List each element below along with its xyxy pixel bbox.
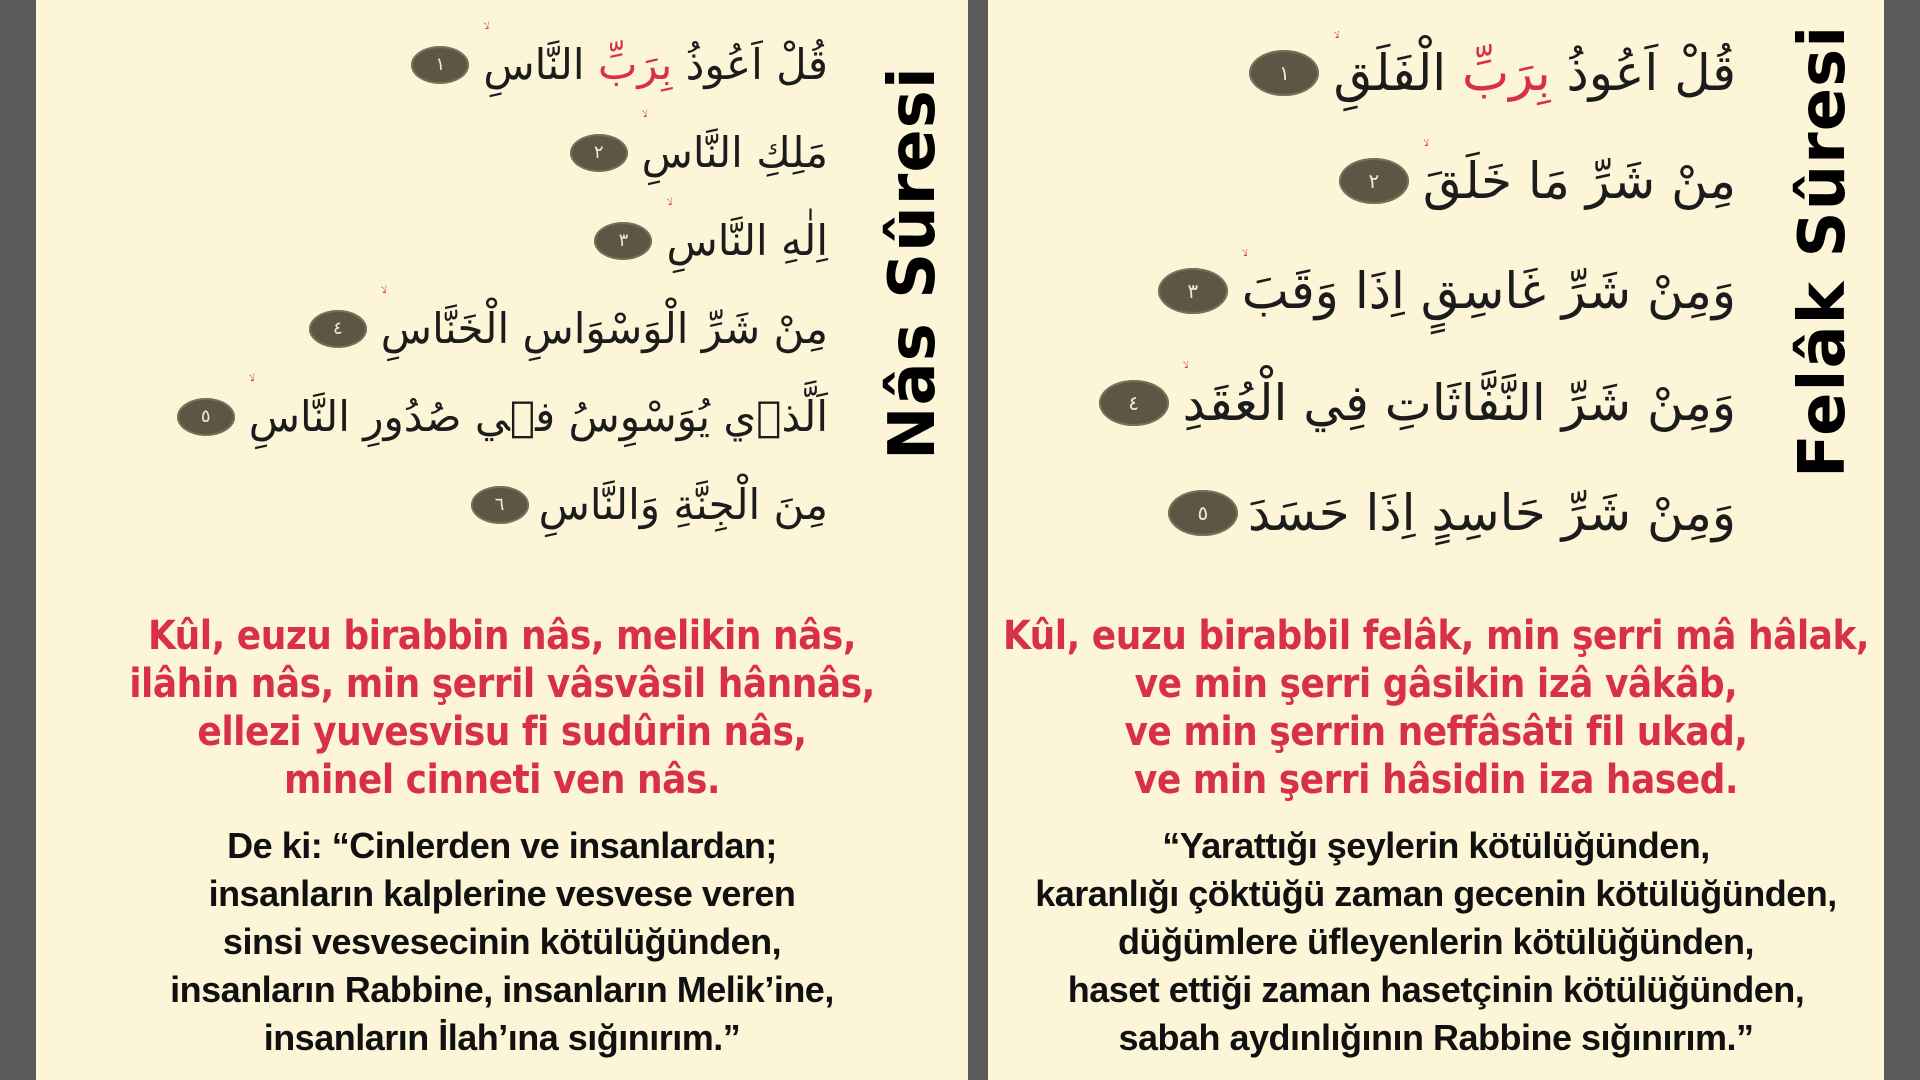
meaning-line: insanların Rabbine, insanların Melik’ine, [170, 969, 834, 1010]
felak-ayah-4 [1099, 374, 1736, 432]
felak-transliteration [988, 612, 1884, 804]
ayah-number-marker: ١ [411, 46, 469, 84]
ayah-text: اَلَّذ۪ي يُوَسْوِسُ ف۪ي صُدُورِ النَّاسِ [248, 392, 828, 441]
translit-line: Kûl, euzu birabbil felâk, min şerri mâ hâlak, [1002, 613, 1870, 659]
nas-transliteration [36, 612, 968, 804]
ayah-text: اِلٰهِ النَّاسِ [666, 216, 828, 265]
felak-ayah-2 [1339, 152, 1736, 210]
felak-ayah-1 [1249, 44, 1736, 102]
ayah-number-marker: ٥ [1168, 490, 1238, 536]
nas-ayah-5 [177, 392, 828, 441]
nas-ayah-3 [594, 216, 828, 265]
nas-meaning [36, 822, 968, 1062]
translit-line: Kûl, euzu birabbin nâs, melikin nâs, [147, 613, 857, 659]
ayah-number-marker: ٦ [471, 486, 529, 524]
translit-line: ve min şerri hâsidin iza hased. [1133, 757, 1739, 803]
felak-title: Felâk Sûresi [1786, 24, 1860, 478]
translit-line: ilâhin nâs, min şerril vâsvâsil hânnâs, [129, 661, 875, 707]
felak-panel [988, 0, 1884, 1080]
ayah-text: وَمِنْ شَرِّ غَاسِقٍ اِذَا وَقَبَ [1241, 262, 1736, 320]
nas-ayah-6 [471, 480, 828, 529]
nas-ayah-1 [411, 40, 828, 89]
ayah-number-marker: ٤ [309, 310, 367, 348]
ayah-text: مِنْ شَرِّ الْوَسْوَاسِ الْخَنَّاسِ [380, 304, 828, 353]
translit-line: ellezi yuvesvisu fi sudûrin nâs, [197, 709, 807, 755]
ayah-number-marker: ٢ [1339, 158, 1409, 204]
ayah-text: وَمِنْ شَرِّ النَّفَّاثَاتِ فِي الْعُقَدِ [1182, 374, 1736, 432]
ayah-number-marker: ٥ [177, 398, 235, 436]
ayah-text: مِنَ الْجِنَّةِ وَالنَّاسِ [538, 480, 828, 529]
nas-panel [36, 0, 968, 1080]
ayah-text: وَمِنْ شَرِّ حَاسِدٍ اِذَا حَسَدَ [1247, 484, 1736, 542]
translit-line: ve min şerri gâsikin izâ vâkâb, [1134, 661, 1738, 707]
ayah-number-marker: ٢ [570, 134, 628, 172]
meaning-line: haset ettiği zaman hasetçinin kötülüğünden, [1067, 969, 1805, 1010]
ayah-text: قُلْ اَعُوذُ بِرَبِّ النَّاسِ [483, 40, 828, 89]
meaning-line: sabah aydınlığının Rabbine sığınırım.” [1118, 1017, 1754, 1058]
meaning-line: insanların İlah’ına sığınırım.” [263, 1017, 741, 1058]
nas-ayah-4 [309, 304, 828, 353]
meaning-line: düğümlere üfleyenlerin kötülüğünden, [1117, 921, 1755, 962]
ayah-text: مِنْ شَرِّ مَا خَلَقَ [1422, 152, 1736, 210]
translit-line: ve min şerrin neffâsâti fil ukad, [1124, 709, 1748, 755]
felak-meaning [988, 822, 1884, 1062]
ayah-text: قُلْ اَعُوذُ بِرَبِّ الْفَلَقِ [1333, 44, 1736, 102]
nas-title: Nâs Sûresi [876, 66, 950, 460]
meaning-line: sinsi vesvesecinin kötülüğünden, [222, 921, 782, 962]
ayah-number-marker: ١ [1249, 50, 1319, 96]
meaning-line: De ki: “Cinlerden ve insanlardan; [227, 825, 777, 866]
nas-ayah-2 [570, 128, 828, 177]
ayah-text: مَلِكِ النَّاسِ [641, 128, 828, 177]
ayah-number-marker: ٣ [594, 222, 652, 260]
meaning-line: insanların kalplerine vesvese veren [208, 873, 796, 914]
ayah-number-marker: ٣ [1158, 268, 1228, 314]
translit-line: minel cinneti ven nâs. [283, 757, 721, 803]
meaning-line: “Yarattığı şeylerin kötülüğünden, [1162, 825, 1710, 866]
felak-ayah-5 [1168, 484, 1736, 542]
meaning-line: karanlığı çöktüğü zaman gecenin kötülüğünden, [1035, 873, 1837, 914]
felak-ayah-3 [1158, 262, 1736, 320]
ayah-number-marker: ٤ [1099, 380, 1169, 426]
